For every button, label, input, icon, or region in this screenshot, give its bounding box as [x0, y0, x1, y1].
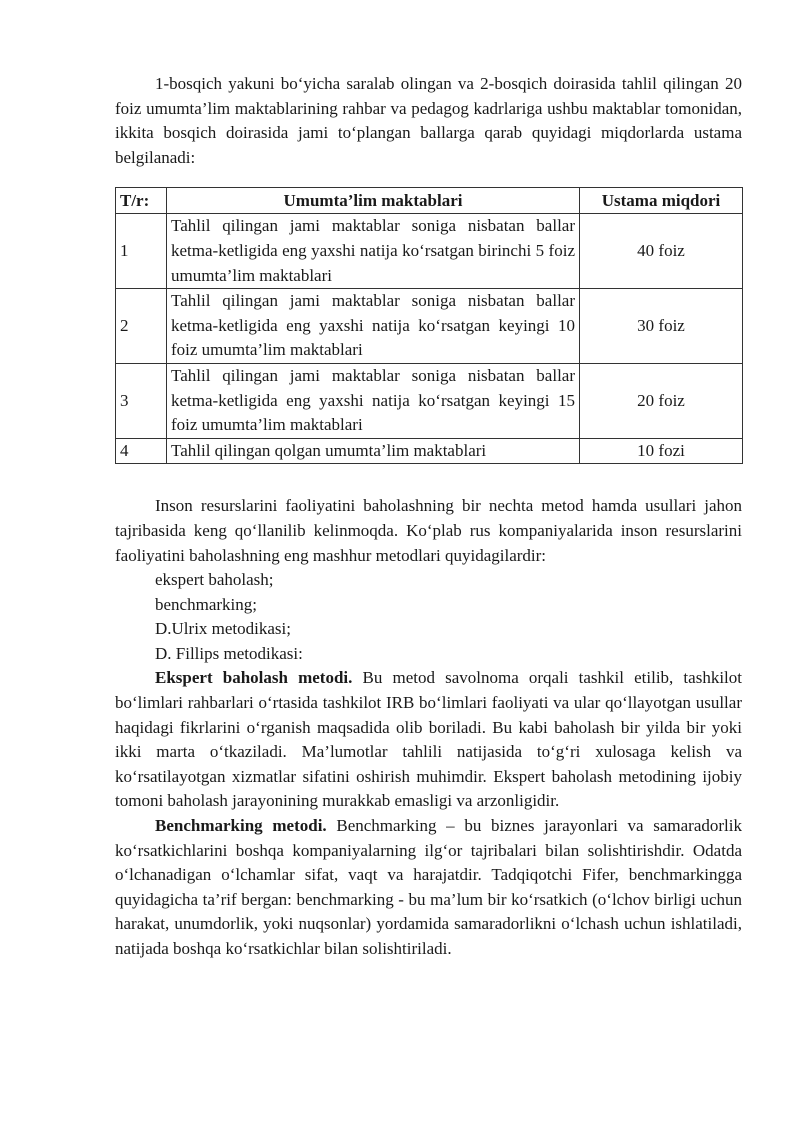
row-number: 4 — [116, 438, 167, 464]
row-amount: 10 fozi — [580, 438, 743, 464]
row-amount: 40 foiz — [580, 214, 743, 289]
header-amount: Ustama miqdori — [580, 188, 743, 214]
expert-method-paragraph — [115, 666, 742, 814]
row-description: Tahlil qilingan jami maktablar soniga nisbatan ballar ketma-ketligida eng yaxshi natija ko‘rsatgan keyingi 15 foiz umumta’lim maktablari — [167, 363, 580, 438]
row-number: 2 — [116, 289, 167, 364]
list-item: D.Ulrix metodikasi; — [155, 619, 291, 639]
benchmarking-title: Benchmarking metodi. — [155, 816, 327, 836]
list-item: ekspert baholash; — [155, 570, 274, 590]
methods-intro-paragraph: Inson resurslarini faoliyatini baholashning bir nechta metod hamda usullari jahon tajribasida keng qo‘llanilib kelinmoqda. Ko‘plab rus kompaniyalarida inson resurslarini faoliyatini baholashning eng mashhur metodlari quyidagilardir: — [115, 496, 742, 565]
list-item: D. Fillips metodikasi: — [155, 643, 303, 663]
table-row — [116, 438, 743, 464]
bonus-table — [115, 187, 743, 464]
benchmarking-paragraph — [115, 814, 742, 962]
table-row — [116, 289, 743, 364]
list-item: benchmarking; — [155, 594, 257, 614]
header-number: T/r: — [116, 188, 167, 214]
row-description: Tahlil qilingan qolgan umumta’lim maktablari — [167, 438, 580, 464]
row-amount: 30 foiz — [580, 289, 743, 364]
intro-paragraph: 1-bosqich yakuni bo‘yicha saralab olingan va 2-bosqich doirasida tahlil qilingan 20 foiz umumta’lim maktablarining rahbar va pedagog kadrlariga ushbu maktablar tomonidan, ikkita bosqich doirasida jami to‘plangan ballarga qarab quyidagi miqdorlarda ustama belgilanadi: — [115, 74, 742, 167]
row-number: 3 — [116, 363, 167, 438]
row-amount: 20 foiz — [580, 363, 743, 438]
header-schools: Umumta’lim maktablari — [167, 188, 580, 214]
table-row — [116, 214, 743, 289]
table-header-row — [116, 188, 743, 214]
expert-method-text: Bu metod savolnoma orqali tashkil etilib, tashkilot bo‘limlari rahbarlari o‘rtasida tashkilot IRB bo‘limlari faoliyati va ular qo‘llayotgan usullar haqidagi fikrlarini o‘rganish maqsadida olib boriladi. Bu kabi baholash bir yilda bir yoki ikki marta o‘tkaziladi. Ma’lumotlar tahlili natijasida to‘g‘ri xulosaga kelish va ko‘rsatilayotgan xizmatlar sifatini oshirish muhimdir. Ekspert baholash metodining ijobiy tomoni baholash jarayonining murakkab emasligi va arzonligidir. — [115, 668, 742, 811]
row-description: Tahlil qilingan jami maktablar soniga nisbatan ballar ketma-ketligida eng yaxshi natija ko‘rsatgan keyingi 10 foiz umumta’lim maktablari — [167, 289, 580, 364]
expert-method-title: Ekspert baholash metodi. — [155, 668, 353, 688]
row-description: Tahlil qilingan jami maktablar soniga nisbatan ballar ketma-ketligida eng yaxshi natija ko‘rsatgan birinchi 5 foiz umumta’lim maktablari — [167, 214, 580, 289]
document-page — [115, 72, 742, 962]
benchmarking-text: Benchmarking – bu biznes jarayonlari va samaradorlik ko‘rsatkichlarini boshqa kompaniyalarning ilg‘or tajribalari bilan solishtirishdir. Odatda o‘lchanadigan o‘lchamlar sifat, vaqt va harajatdir. Tadqiqotchi Fifer, benchmarkingga quyidagicha ta’rif bergan: benchmarking - bu ma’lum bir ko‘rsatkich (o‘lchov birligi uchun harakat, unumdorlik, yoki nuqsonlar) yordamida samaradorlikni o‘lchash uchun ishlatiladi, natijada boshqa ko‘rsatkichlar bilan solishtiriladi. — [115, 816, 742, 958]
table-row — [116, 363, 743, 438]
row-number: 1 — [116, 214, 167, 289]
